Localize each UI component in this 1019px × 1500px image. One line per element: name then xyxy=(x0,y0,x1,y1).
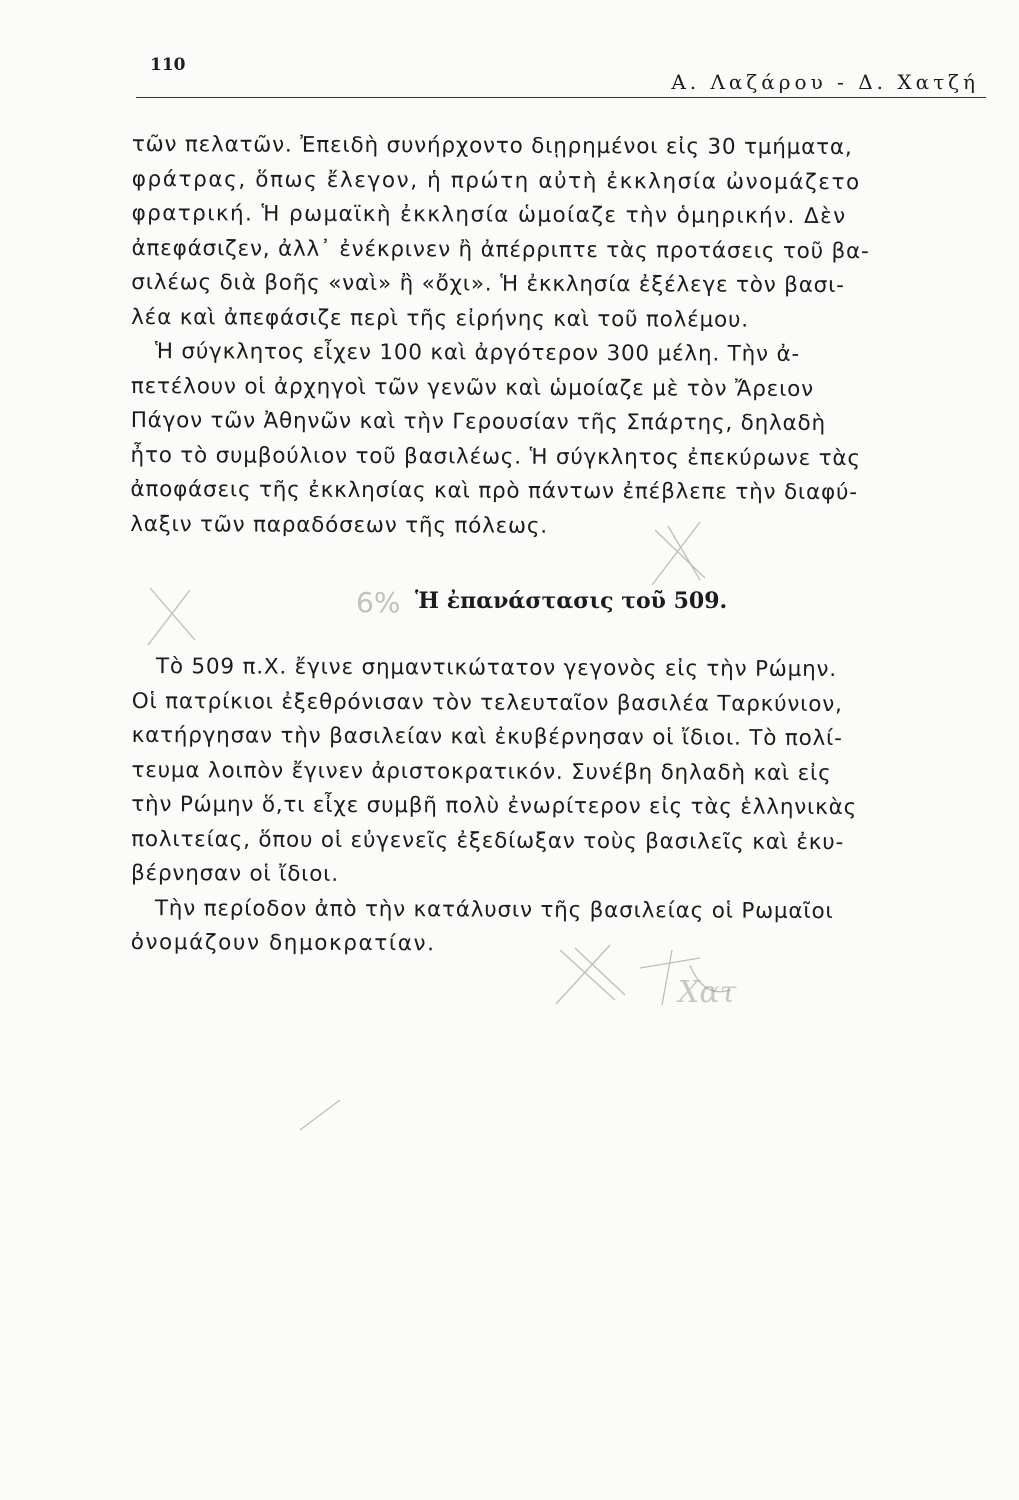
page-number: 110 xyxy=(150,55,186,75)
text-line: κατήργησαν τὴν βασιλείαν καὶ ἐκυβέρνησαν οἱ ἴδιοι. Τὸ πολί- xyxy=(131,722,843,752)
text-line: Οἱ πατρίκιοι ἐξεθρόνισαν τὸν τελευταῖον βασιλέα Ταρκύνιον, xyxy=(131,688,843,717)
text-line: Ἡ σύγκλητος εἶχεν 100 καὶ ἀργότερον 300 μέλη. Τὴν ἀ- xyxy=(154,339,801,367)
text-line: λαξιν τῶν παραδόσεων τῆς πόλεως. xyxy=(130,511,548,539)
pencil-stroke xyxy=(300,1100,340,1130)
cross-mark-left xyxy=(148,588,195,645)
text-line: ἀπεφάσιζεν, ἀλλ᾽ ἐνέκρινεν ἢ ἀπέρριπτε τὰς προτάσεις τοῦ βα- xyxy=(131,235,870,264)
text-line: φράτρας, ὅπως ἔλεγον, ἡ πρώτη αὐτὴ ἐκκλησία ὠνομάζετο xyxy=(131,166,861,195)
cross-mark-heading xyxy=(652,522,705,585)
text-line: φρατρική. Ἡ ρωμαϊκὴ ἐκκλησία ὡμοίαζε τὴν ὁμηρικήν. Δὲν xyxy=(131,200,847,230)
text-line: Τὸ 509 π.Χ. ἔγινε σημαντικώτατον γεγονὸς εἰς τὴν Ρώμην. xyxy=(155,654,838,683)
text-line: πετέλουν οἱ ἀρχηγοὶ τῶν γενῶν καὶ ὡμοίαζε μὲ τὸν Ἄρειον xyxy=(130,373,815,402)
text-line: ἦτο τὸ συμβούλιον τοῦ βασιλέως. Ἡ σύγκλητος ἐπεκύρωνε τὰς xyxy=(130,442,861,471)
text-line: τῶν πελατῶν. Ἐπειδὴ συνήρχοντο διῃρημένοι εἰς 30 τμήματα, xyxy=(131,131,853,161)
text-line: βέρνησαν οἱ ἴδιοι. xyxy=(130,860,339,887)
cross-mark-bottom xyxy=(556,945,625,1004)
running-head: Α. Λαζάρου - Δ. Χατζή xyxy=(671,70,979,94)
text-line: τευμα λοιπὸν ἔγινεν ἀριστοκρατικόν. Συνέβη δηλαδὴ καὶ εἰς xyxy=(131,757,832,786)
text-line: Τὴν περίοδον ἀπὸ τὴν κατάλυσιν τῆς βασιλείας οἱ Ρωμαῖοι xyxy=(154,895,834,924)
signature: Χατ xyxy=(678,975,737,1010)
text-line: σιλέως διὰ βοῆς «ναὶ» ἢ «ὄχι». Ἡ ἐκκλησία ἐξέλεγε τὸν βασι- xyxy=(131,269,845,299)
text-line: ὀνομάζουν δημοκρατίαν. xyxy=(130,929,436,957)
text-line: τὴν Ρώμην ὅ,τι εἶχε συμβῆ πολὺ ἐνωρίτερον εἰς τὰς ἑλληνικὰς xyxy=(131,791,858,821)
margin-note: 6% xyxy=(356,586,401,619)
text-line: πολιτείας, ὅπου οἱ εὐγενεῖς ἐξεδίωξαν τοὺς βασιλεῖς καὶ ἐκυ- xyxy=(131,826,845,855)
section-heading: Ἡ ἐπανάστασις τοῦ 509. xyxy=(415,588,728,614)
text-line: Πάγον τῶν Ἀθηνῶν καὶ τὴν Γερουσίαν τῆς Σπάρτης, δηλαδὴ xyxy=(130,407,826,437)
text-line: ἀποφάσεις τῆς ἐκκλησίας καὶ πρὸ πάντων ἐπέβλεπε τὴν διαφύ- xyxy=(130,476,858,506)
text-line: λέα καὶ ἀπεφάσιζε περὶ τῆς εἰρήνης καὶ τοῦ πολέμου. xyxy=(131,304,749,333)
